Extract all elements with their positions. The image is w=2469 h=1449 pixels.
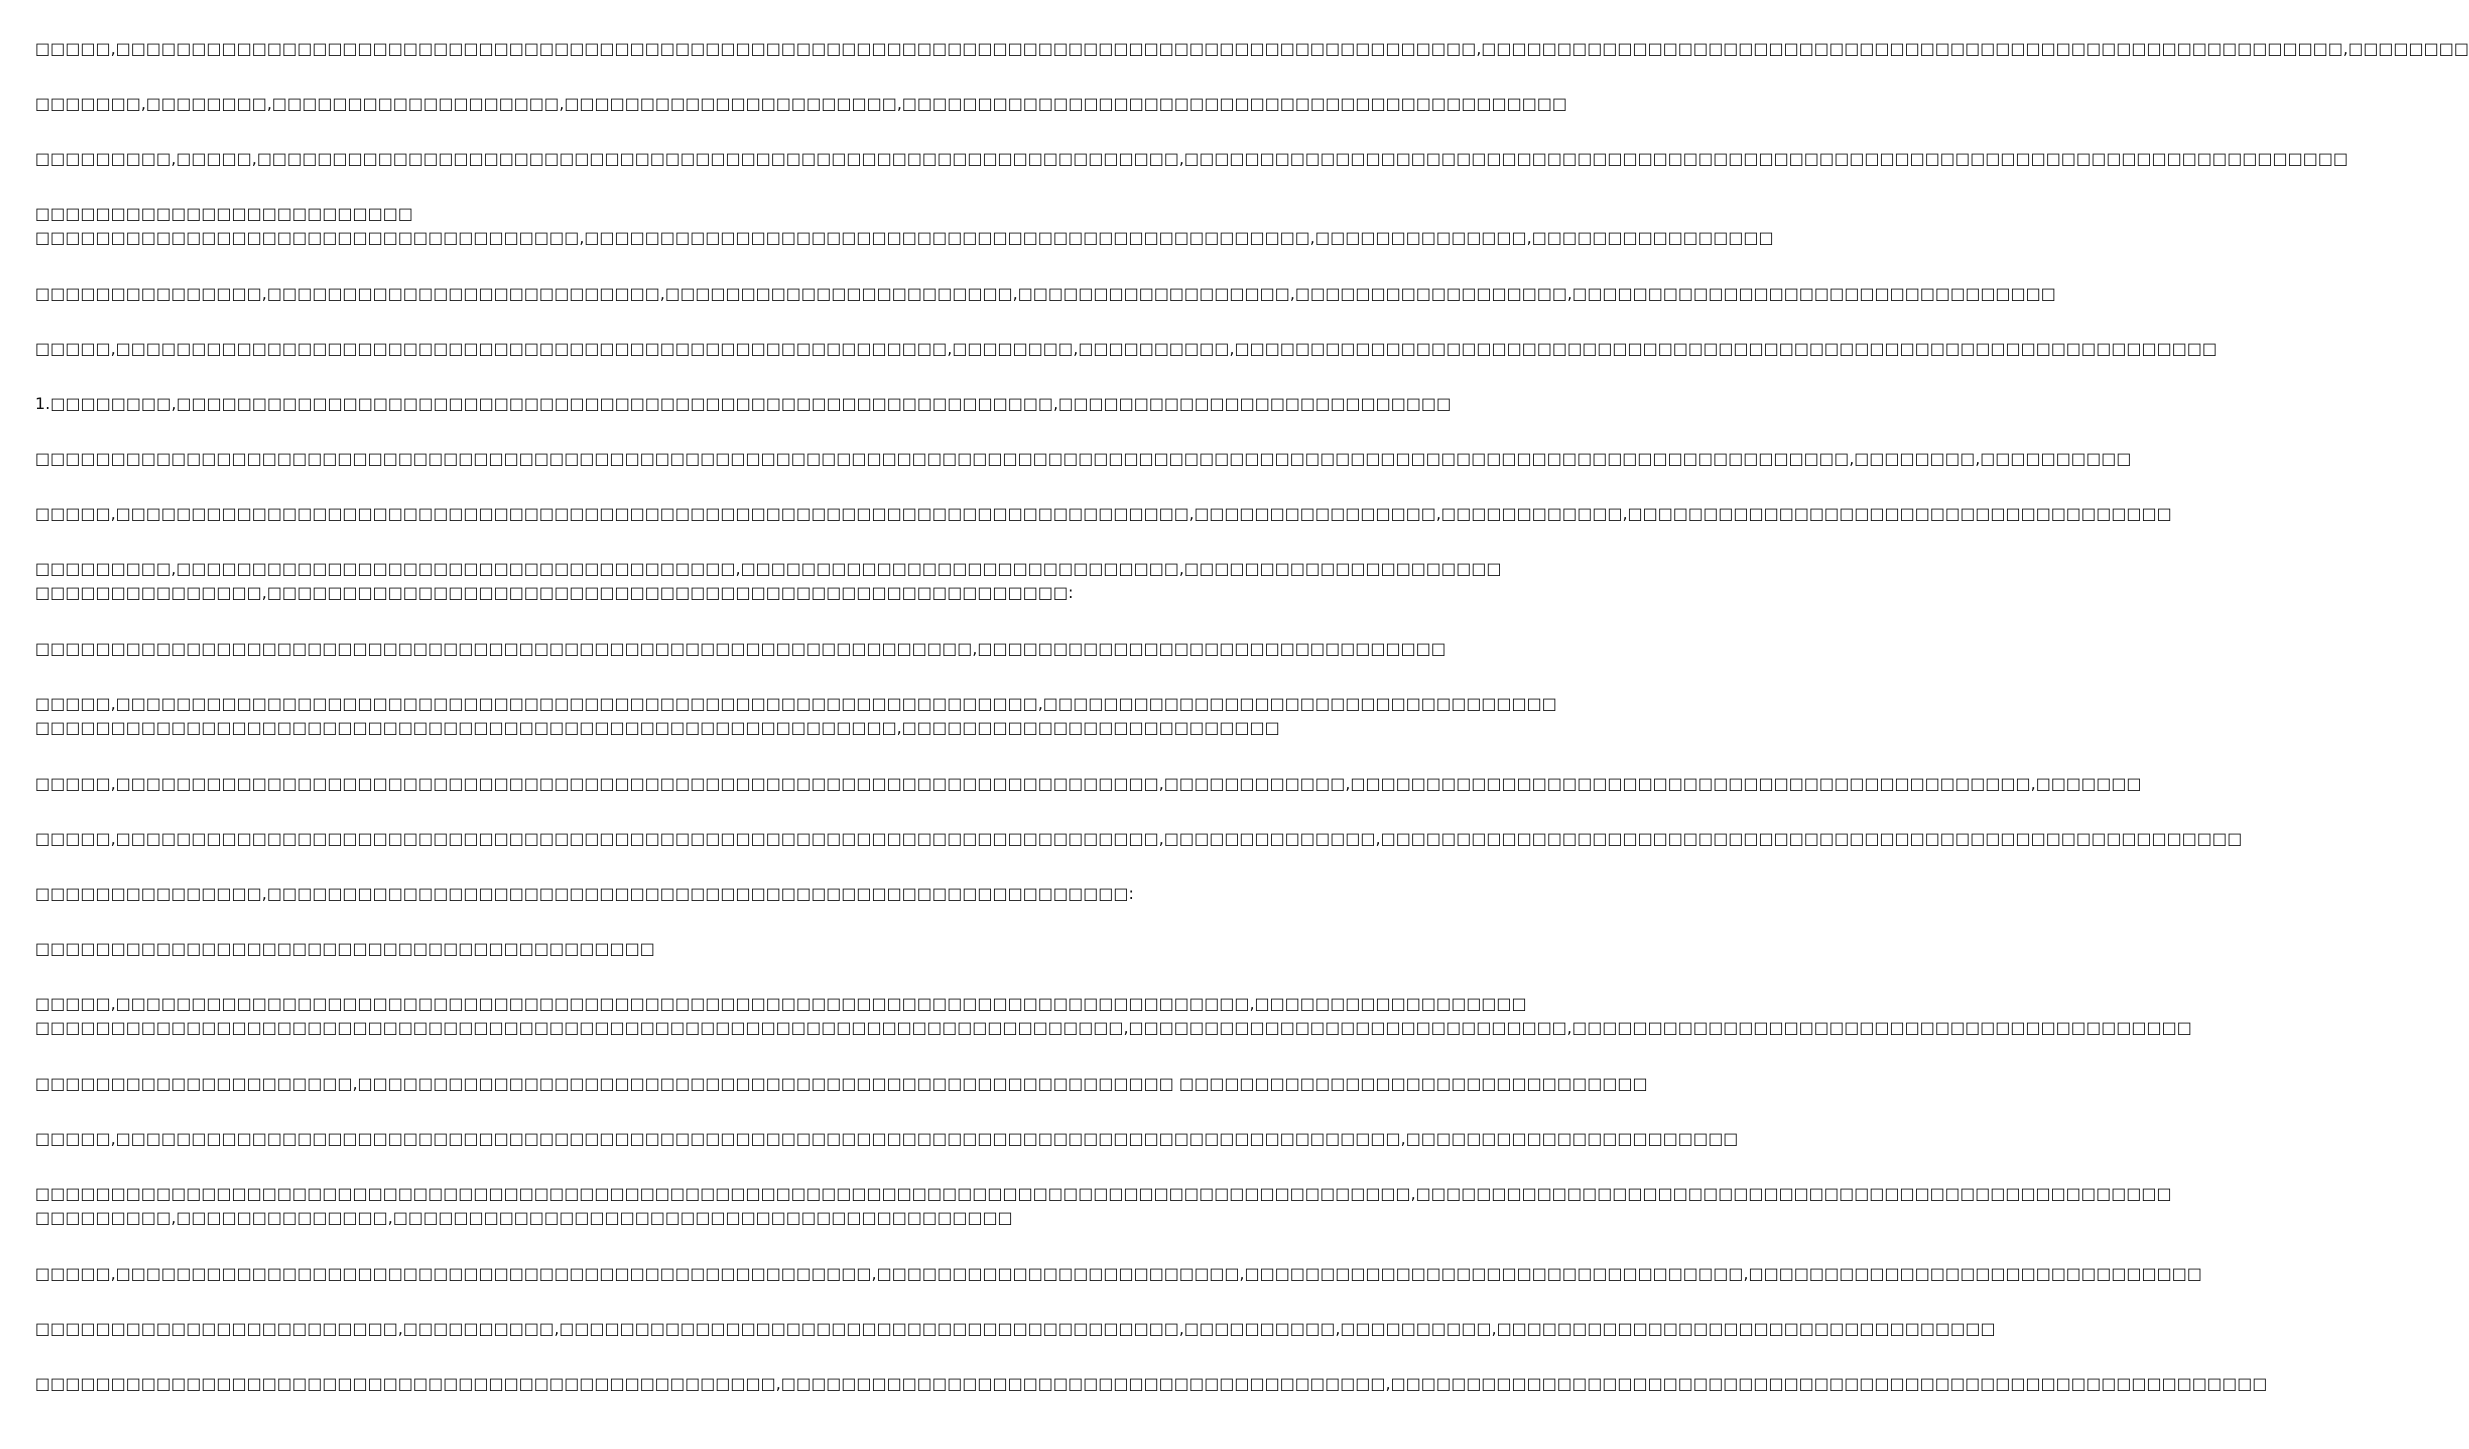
paragraph-17: [35, 992, 2192, 1040]
text-line: □□□□□□□□□□□□□□□□□□□□□□□□□□□□□□□□□□□□□□□□□□□□□□□□□□□□□□□□□,□□□□□□□□□□□□□□□□□□□□□□□□□: [35, 718, 1280, 737]
text-line: □□□□□□□□□□□□□□□□□□□□□□□□□□□□□□□□□□□□□□□□□□□□□□□□□□□□□□□□□□□□□□□□□□□□□□□□□□□□□□□□□□□□□□□□□□□□□□□□□□□□□□□□□□□□□□□□□□□□□□□□,□□□□□□□□,□□□□□□□□□□: [35, 449, 2132, 468]
text-line: □□□□□,□□□□□□□□□□□□□□□□□□□□□□□□□□□□□□□□□□□□□□□□□□□□□□□□□□□□□□□□□□□□□□□□□□□□□□□□□□□□□□□□□□□□□□□□□□,□□□□□□□□□□□□□□□□□□□□□□□□□□□□□□□□□□□□□□□□□□□□□□□□□□□□□□□□□,□□□□□□□□: [35, 39, 2469, 58]
text-line: □□□□□□□□□,□□□□□□□□□□□□□□,□□□□□□□□□□□□□□□□□□□□□□□□□□□□□□□□□□□□□□□□□: [35, 1208, 1013, 1227]
paragraph-21: [35, 1262, 2202, 1286]
text-line: □□□□□,□□□□□□□□□□□□□□□□□□□□□□□□□□□□□□□□□□□□□□□□□□□□□□□□□□□□□□□□□□□□□□□□□□□□□□□□□□□,□□□□□□□□□□□□□□□□□□: [35, 994, 1527, 1013]
text-line: □□□□□□□□□□□□□□□,□□□□□□□□□□□□□□□□□□□□□□□□□□□□□□□□□□□□□□□□□□□□□□□□□□□□□:: [35, 583, 1074, 602]
paragraph-15: [35, 882, 1134, 906]
paragraph-8: [35, 447, 2132, 471]
paragraph-18: [35, 1072, 1648, 1096]
paragraph-10: [35, 557, 1502, 605]
paragraph-1: [35, 37, 2469, 61]
text-line: □□□□□□□□□,□□□□□,□□□□□□□□□□□□□□□□□□□□□□□□□□□□□□□□□□□□□□□□□□□□□□□□□□□□□□□□□□□□□,□□□□□□□□□□□□□□□□□□□□□□□□□□□□□□□□□□□□□□□□□□□□□□□□□□□□□□□□□□□□□□□□□□□□□□□□□□□□□: [35, 149, 2349, 168]
text-line: □□□□□□□□□□□□□□□□□□□□□□□□□□□□□□□□□□□□,□□□□□□□□□□□□□□□□□□□□□□□□□□□□□□□□□□□□□□□□□□□□□□□□,□□□□□□□□□□□□□□,□□□□□□□□□□□□□□□□: [35, 228, 1774, 247]
text-line: 1.□□□□□□□□,□□□□□□□□□□□□□□□□□□□□□□□□□□□□□□□□□□□□□□□□□□□□□□□□□□□□□□□□□□,□□□□□□□□□□□□□□□□□□□□□□□□□□: [35, 394, 1452, 413]
text-line: □□□□□,□□□□□□□□□□□□□□□□□□□□□□□□□□□□□□□□□□□□□□□□□□□□□□□□□□□□□□□,□□□□□□□□,□□□□□□□□□□,□□□□□□□□□□□□□□□□□□□□□□□□□□□□□□□□□□□□□□□□□□□□□□□□□□□□□□□□□□□□□□□□□: [35, 339, 2218, 358]
text-line: □□□□□□□□□□□□□□□□□□□□□□□□□□□□□□□□□□□□□□□□□□□□□□□□□□□□□□□□□□□□□□,□□□□□□□□□□□□□□□□□□□□□□□□□□□□□□□: [35, 639, 1446, 658]
text-line: □□□□□□□,□□□□□□□□,□□□□□□□□□□□□□□□□□□□,□□□□□□□□□□□□□□□□□□□□□□,□□□□□□□□□□□□□□□□□□□□□□□□□□□□□□□□□□□□□□□□□□□□: [35, 94, 1568, 113]
text-line: □□□□□□□□□□□□□□□□□□□□□,□□□□□□□□□□□□□□□□□□□□□□□□□□□□□□□□□□□□□□□□□□□□□□□□□□□□□□ □□□□□□□□□□□□□□□□□□□□□□□□□□□□□□□: [35, 1074, 1648, 1093]
text-line: □□□□□,□□□□□□□□□□□□□□□□□□□□□□□□□□□□□□□□□□□□□□□□□□□□□□□□□□□□□□□□□□□□□,□□□□□□□□□□□□□□□□□□□□□□□□□□□□□□□□□□: [35, 694, 1557, 713]
text-line: □□□□□□□□□,□□□□□□□□□□□□□□□□□□□□□□□□□□□□□□□□□□□□□,□□□□□□□□□□□□□□□□□□□□□□□□□□□□□,□□□□□□□□□□□□□□□□□□□□□: [35, 559, 1502, 578]
text-line: □□□□□□□□□□□□□□□□□□□□□□□□,□□□□□□□□□□,□□□□□□□□□□□□□□□□□□□□□□□□□□□□□□□□□□□□□□□□□,□□□□□□□□□□,□□□□□□□□□□,□□□□□□□□□□□□□□□□□□□□□□□□□□□□□□□□□: [35, 1319, 1996, 1338]
text-line: □□□□□□□□□□□□□□□□□□□□□□□□□□□□□□□□□□□□□□□□□□□□□□□□□,□□□□□□□□□□□□□□□□□□□□□□□□□□□□□□□□□□□□□□□□,□□□□□□□□□□□□□□□□□□□□□□□□□□□□□□□□□□□□□□□□□□□□□□□□□□□□□□□□□□: [35, 1374, 2268, 1393]
paragraph-2: [35, 92, 1568, 116]
paragraph-4: [35, 202, 1774, 250]
paragraph-16: [35, 937, 990, 961]
paragraph-6: [35, 337, 2218, 361]
paragraph-14: [35, 827, 2243, 851]
paragraph-5: [35, 282, 2056, 306]
text-line: □□□□□□□□□□□□□□□□□□□□□□□□□□□□□□□□□□□□□□□□□□□□□□□□□□□□□□□□□□□□□□□□□□□□□□□□□□□□□□□□□□□□□□□□□□□,□□□□□□□□□□□□□□□□□□□□□□□□□□□□□□□□□□□□□□□□□□□□□□□□□□: [35, 1184, 2172, 1203]
paragraph-3: [35, 147, 2349, 171]
paragraph-23: [35, 1372, 2268, 1396]
paragraph-7: [35, 392, 1452, 416]
paragraph-9: [35, 502, 2172, 526]
text-line: □□□□□□□□□□□□□□□□□□□□□□□□□: [35, 204, 413, 223]
text-line: □□□□□,□□□□□□□□□□□□□□□□□□□□□□□□□□□□□□□□□□□□□□□□□□□□□□□□□□□□□□□□□□□□□□□□□□□□□,□□□□□□□□□□□□,□□□□□□□□□□□□□□□□□□□□□□□□□□□□□□□□□□□□□□□□□□□□□,□□□□□□□: [35, 774, 2142, 793]
paragraph-13: [35, 772, 2142, 796]
text-line: □□□□□,□□□□□□□□□□□□□□□□□□□□□□□□□□□□□□□□□□□□□□□□□□□□□□□□□□,□□□□□□□□□□□□□□□□□□□□□□□□,□□□□□□□□□□□□□□□□□□□□□□□□□□□□□□□□□,□□□□□□□□□□□□□□□□□□□□□□□□□□□□□□: [35, 1264, 2202, 1283]
text-line: □□□□□,□□□□□□□□□□□□□□□□□□□□□□□□□□□□□□□□□□□□□□□□□□□□□□□□□□□□□□□□□□□□□□□□□□□□□□□□□□□□□□□□□□□□□,□□□□□□□□□□□□□□□□□□□□□□: [35, 1129, 1739, 1148]
paragraph-22: [35, 1317, 1996, 1341]
paragraph-11: [35, 637, 1446, 661]
text-line: □□□□□□□□□□□□□□□□□□□□□□□□□□□□□□□□□□□□□□□□□: [35, 939, 655, 958]
paragraph-20: [35, 1182, 2172, 1230]
paragraph-12: [35, 692, 1557, 740]
text-line: □□□□□,□□□□□□□□□□□□□□□□□□□□□□□□□□□□□□□□□□□□□□□□□□□□□□□□□□□□□□□□□□□□□□□□□□□□□□□,□□□□□□□□□□□□□□□□,□□□□□□□□□□□□,□□□□□□□□□□□□□□□□□□□□□□□□□□□□□□□□□□□□: [35, 504, 2172, 523]
text-line: □□□□□□□□□□□□□□□□□□□□□□□□□□□□□□□□□□□□□□□□□□□□□□□□□□□□□□□□□□□□□□□□□□□□□□□□,□□□□□□□□□□□□□□□□□□□□□□□□□□□□□,□□□□□□□□□□□□□□□□□□□□□□□□□□□□□□□□□□□□□□□□□: [35, 1018, 2192, 1037]
text-line: □□□□□,□□□□□□□□□□□□□□□□□□□□□□□□□□□□□□□□□□□□□□□□□□□□□□□□□□□□□□□□□□□□□□□□□□□□□,□□□□□□□□□□□□□□,□□□□□□□□□□□□□□□□□□□□□□□□□□□□□□□□□□□□□□□□□□□□□□□□□□□□□□□□□: [35, 829, 2243, 848]
text-line: □□□□□□□□□□□□□□□,□□□□□□□□□□□□□□□□□□□□□□□□□□,□□□□□□□□□□□□□□□□□□□□□□□,□□□□□□□□□□□□□□□□□□,□□□□□□□□□□□□□□□□□□,□□□□□□□□□□□□□□□□□□□□□□□□□□□□□□□□: [35, 284, 2056, 303]
paragraph-19: [35, 1127, 1739, 1151]
text-line: □□□□□□□□□□□□□□□,□□□□□□□□□□□□□□□□□□□□□□□□□□□□□□□□□□□□□□□□□□□□□□□□□□□□□□□□□:: [35, 884, 1134, 903]
